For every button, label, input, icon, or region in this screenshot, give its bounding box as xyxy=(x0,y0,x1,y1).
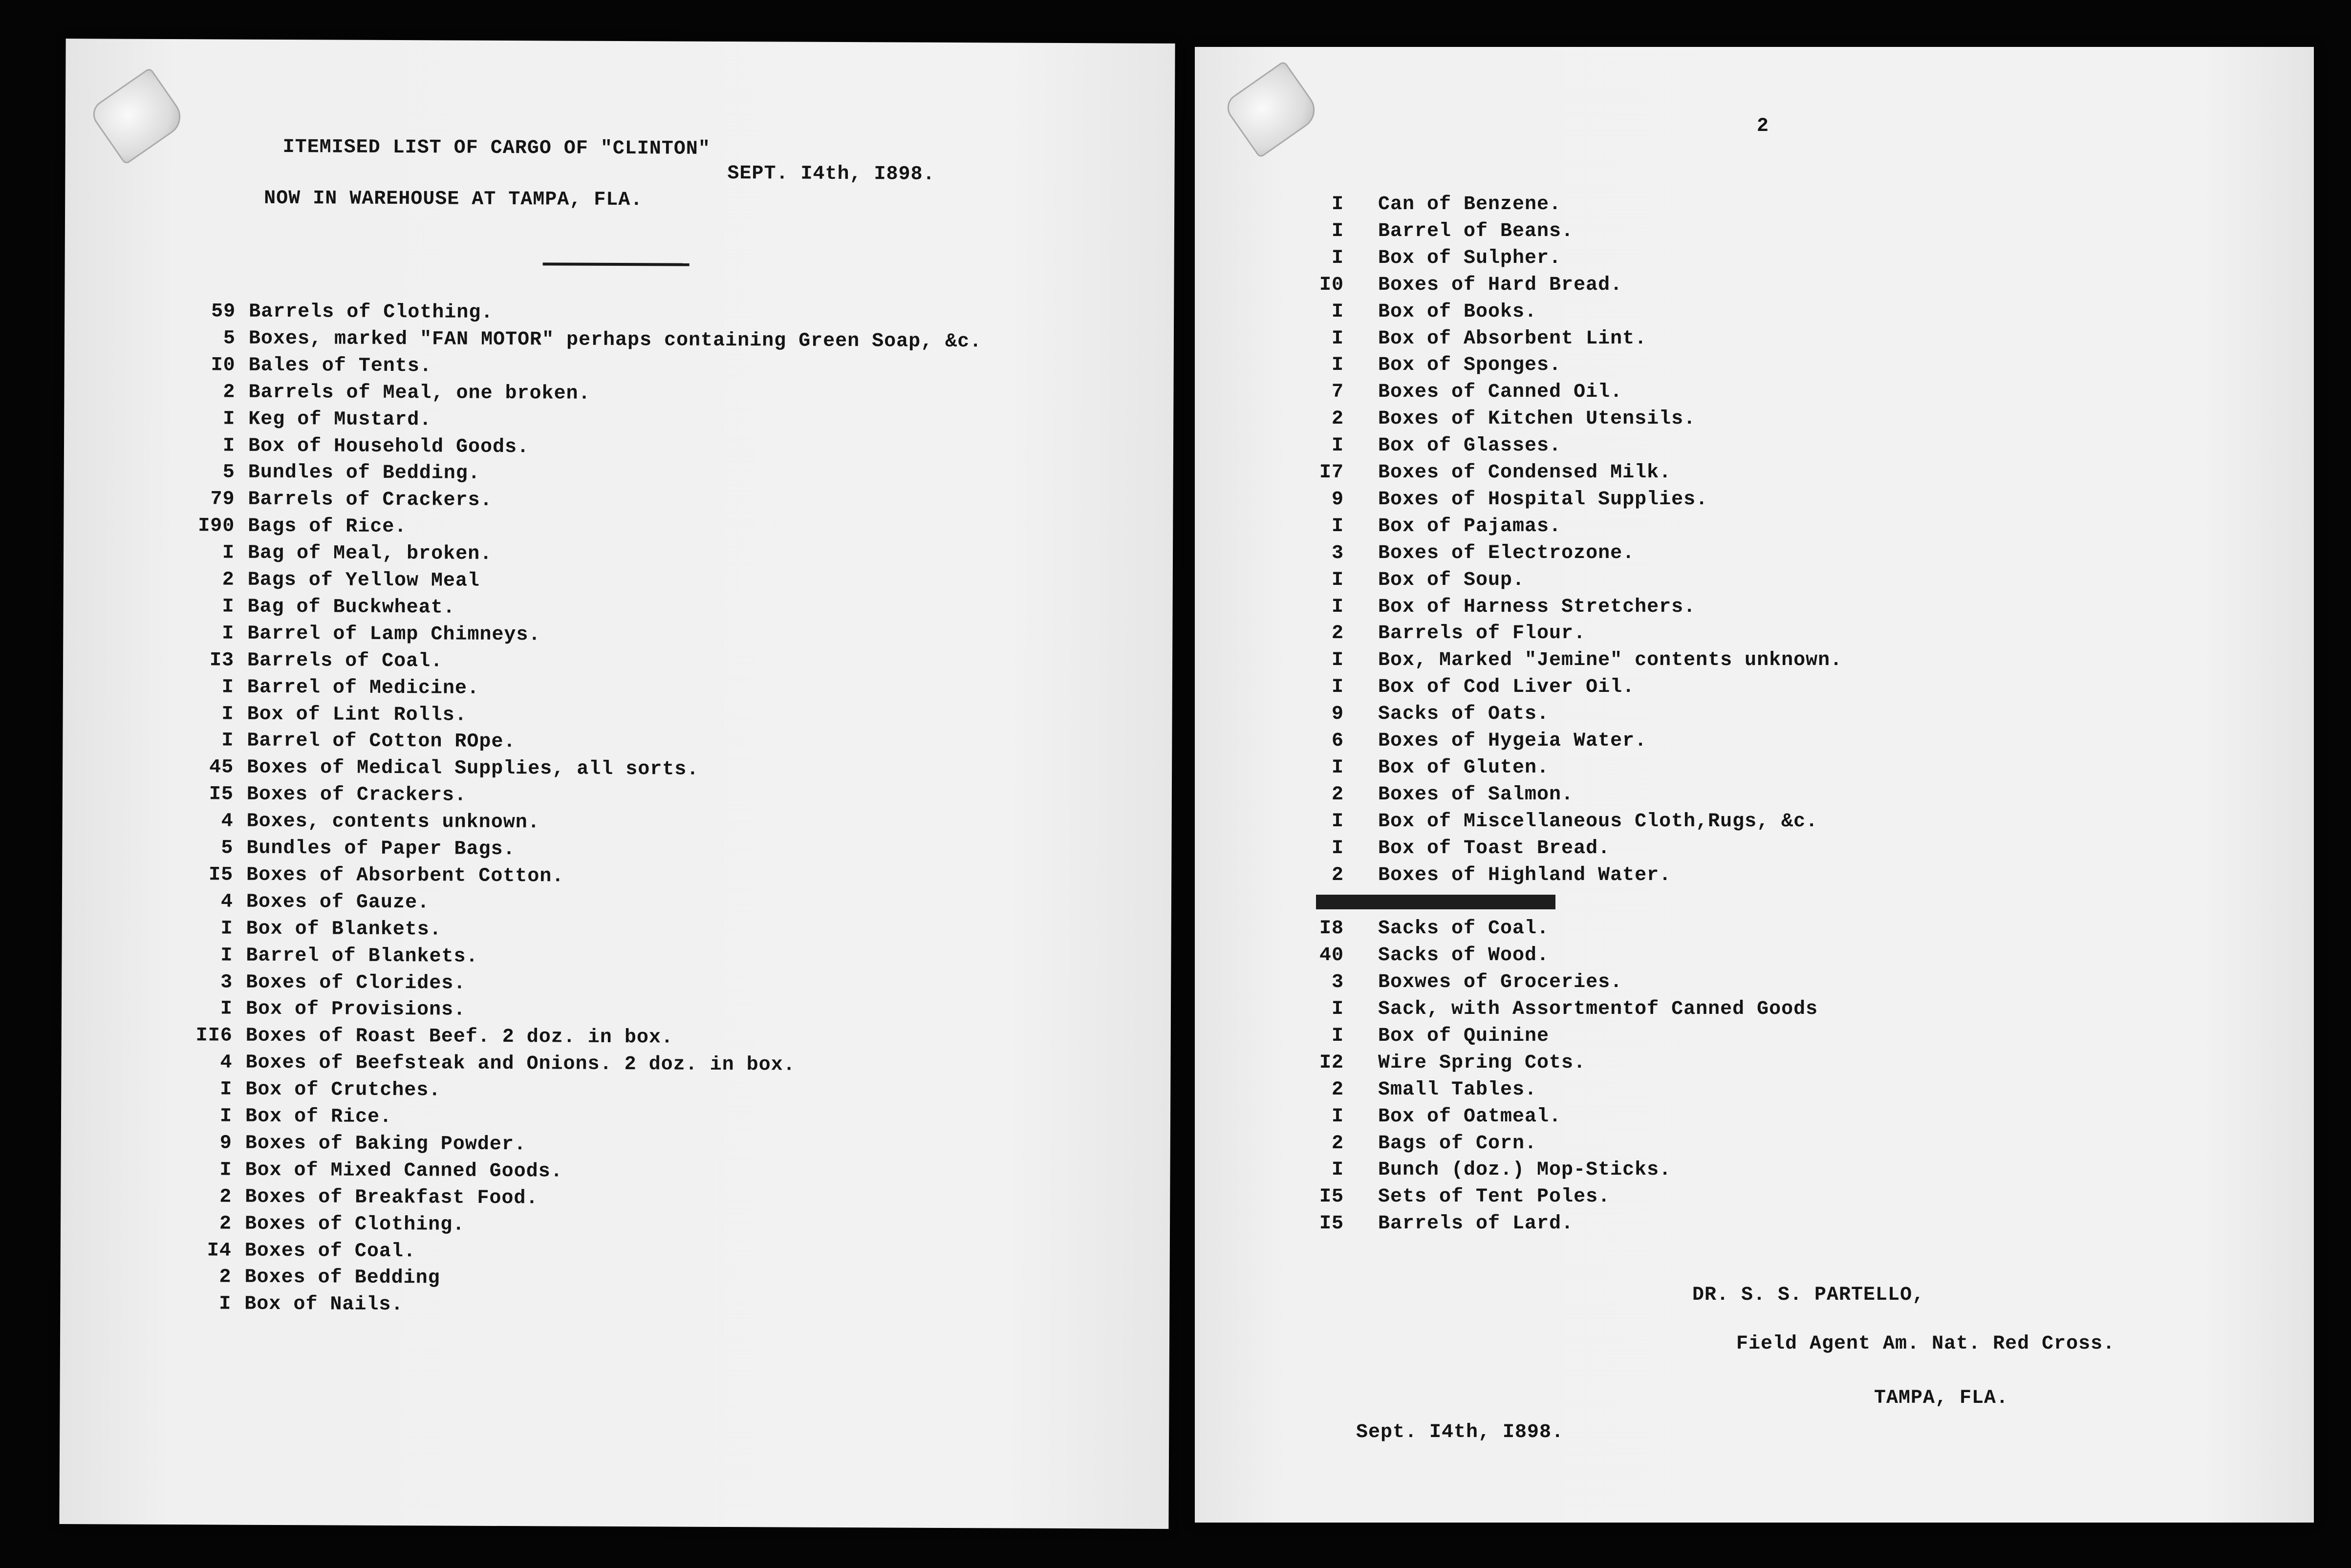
item-description: Boxes, marked "FAN MOTOR" perhaps containing Green Soap, &c. xyxy=(248,327,982,353)
item-description: Boxes of Condensed Milk. xyxy=(1378,462,1672,484)
item-quantity: I xyxy=(1331,327,1344,350)
signature-date: Sept. I4th, I898. xyxy=(1356,1421,1564,1443)
item-quantity: 3 xyxy=(1331,971,1344,994)
item-description: Boxes of Clothing. xyxy=(244,1213,465,1236)
item-quantity: 40 xyxy=(1319,945,1344,967)
item-description: Boxes of Hospital Supplies. xyxy=(1378,488,1708,511)
item-description: Box of Toast Bread. xyxy=(1378,837,1611,859)
signature-title: Field Agent Am. Nat. Red Cross. xyxy=(1736,1333,2115,1355)
item-description: Box of Sulpher. xyxy=(1378,247,1562,269)
item-quantity: I xyxy=(1331,676,1344,699)
item-description: Wire Spring Cots. xyxy=(1378,1052,1586,1074)
item-quantity: I xyxy=(220,945,233,967)
item-quantity: I xyxy=(220,998,233,1020)
item-quantity: 2 xyxy=(219,1266,232,1289)
item-quantity: 2 xyxy=(219,1213,232,1235)
item-quantity: 45 xyxy=(209,756,234,779)
item-quantity: 5 xyxy=(222,461,235,484)
item-description: Boxes of Kitchen Utensils. xyxy=(1378,408,1696,430)
item-description: Box of Cod Liver Oil. xyxy=(1378,676,1635,699)
item-quantity: I xyxy=(1331,247,1344,269)
document-date: SEPT. I4th, I898. xyxy=(727,162,935,186)
item-description: Sets of Tent Poles. xyxy=(1378,1186,1611,1208)
item-description: Box of Oatmeal. xyxy=(1378,1105,1562,1128)
item-quantity: I8 xyxy=(1319,918,1344,940)
item-quantity: I xyxy=(1331,354,1344,377)
item-quantity: 59 xyxy=(211,301,236,323)
item-description: Box of Provisions. xyxy=(245,998,466,1022)
item-description: Small Tables. xyxy=(1378,1078,1537,1101)
item-quantity: 6 xyxy=(1331,730,1344,752)
item-description: Barrel of Beans. xyxy=(1378,220,1574,242)
item-quantity: 4 xyxy=(220,891,234,913)
item-description: Box of Pajamas. xyxy=(1378,515,1562,537)
item-quantity: I xyxy=(1331,756,1344,779)
title-underline xyxy=(543,262,690,266)
item-description: Box of Mixed Canned Goods. xyxy=(245,1159,563,1183)
page-number: 2 xyxy=(1757,115,1769,137)
item-quantity: I xyxy=(1331,1159,1344,1181)
item-description: Bag of Buckwheat. xyxy=(247,596,455,619)
right-document-page xyxy=(1195,47,2314,1523)
item-description: Barrel of Lamp Chimneys. xyxy=(247,623,541,646)
item-description: Boxes of Hygeia Water. xyxy=(1378,730,1647,752)
item-quantity: I xyxy=(222,623,235,645)
item-description: Boxes of Canned Oil. xyxy=(1378,381,1623,404)
item-quantity: I5 xyxy=(1319,1186,1344,1208)
item-quantity: I xyxy=(220,918,233,940)
item-description: Sacks of Oats. xyxy=(1378,703,1550,726)
signature-place: TAMPA, FLA. xyxy=(1874,1387,2009,1409)
item-description: Barrel of Blankets. xyxy=(246,945,478,968)
item-quantity: I2 xyxy=(1319,1052,1344,1074)
item-description: Box of Blankets. xyxy=(246,918,442,941)
item-description: Boxes of Gauze. xyxy=(246,891,430,914)
item-quantity: 9 xyxy=(1331,703,1344,726)
item-description: Bunch (doz.) Mop-Sticks. xyxy=(1378,1159,1672,1181)
struck-out-entry xyxy=(1316,895,1555,909)
item-quantity: I xyxy=(1331,649,1344,672)
item-description: Barrel of Cotton ROpe. xyxy=(247,730,516,753)
item-quantity: 2 xyxy=(1331,783,1344,806)
item-description: Bags of Corn. xyxy=(1378,1132,1537,1155)
item-quantity: 2 xyxy=(1331,623,1344,645)
item-quantity: I xyxy=(1331,435,1344,457)
item-quantity: I0 xyxy=(211,354,236,377)
item-quantity: I xyxy=(1331,301,1344,323)
item-quantity: I xyxy=(1331,193,1344,215)
item-quantity: I0 xyxy=(1319,274,1344,296)
item-quantity: I90 xyxy=(198,515,235,537)
item-description: Keg of Mustard. xyxy=(248,408,432,431)
item-quantity: I5 xyxy=(209,783,234,806)
item-description: Boxes, contents unknown. xyxy=(246,810,540,834)
item-quantity: 3 xyxy=(220,971,233,994)
item-quantity: I xyxy=(219,1105,233,1128)
item-description: Boxes of Hard Bread. xyxy=(1378,274,1623,296)
paper-clip-mark xyxy=(1222,61,1322,159)
item-quantity: I xyxy=(1331,1105,1344,1128)
item-quantity: I xyxy=(219,1159,232,1181)
item-description: Boxes of Medical Supplies, all sorts. xyxy=(247,756,699,781)
item-quantity: 2 xyxy=(219,1186,232,1208)
item-description: Bundles of Bedding. xyxy=(248,462,480,485)
item-quantity: 2 xyxy=(1331,1078,1344,1101)
item-description: Barrels of Crackers. xyxy=(248,488,493,512)
item-quantity: 2 xyxy=(1331,864,1344,886)
item-quantity: I xyxy=(223,408,236,430)
item-description: Sacks of Coal. xyxy=(1378,918,1550,940)
item-description: Box of Absorbent Lint. xyxy=(1378,327,1647,350)
item-description: Boxes of Beefsteak and Onions. 2 doz. in box. xyxy=(245,1052,796,1076)
item-description: Box of Harness Stretchers. xyxy=(1378,596,1696,618)
item-description: Boxes of Clorides. xyxy=(246,971,466,995)
item-description: Barrels of Clothing. xyxy=(249,301,494,324)
item-description: Box of Household Goods. xyxy=(248,435,530,458)
item-quantity: 7 xyxy=(1331,381,1344,404)
item-description: Boxes of Bedding xyxy=(244,1267,440,1289)
item-quantity: I xyxy=(221,703,234,726)
item-quantity: I7 xyxy=(1319,462,1344,484)
item-quantity: I xyxy=(221,730,234,752)
item-quantity: 2 xyxy=(223,381,236,404)
item-description: Bags of Yellow Meal xyxy=(247,569,480,592)
item-description: Barrels of Flour. xyxy=(1378,623,1586,645)
item-quantity: I5 xyxy=(1319,1213,1344,1235)
item-quantity: I4 xyxy=(207,1239,232,1262)
item-description: Bag of Meal, broken. xyxy=(247,542,493,565)
item-description: Box of Gluten. xyxy=(1378,756,1550,779)
item-quantity: I xyxy=(222,596,235,618)
item-description: Box of Miscellaneous Cloth,Rugs, &c. xyxy=(1378,810,1818,833)
item-quantity: I5 xyxy=(209,864,234,886)
item-description: Bags of Rice. xyxy=(248,515,407,538)
item-description: Box of Lint Rolls. xyxy=(247,703,467,727)
item-quantity: I xyxy=(1331,220,1344,242)
item-description: Box of Glasses. xyxy=(1378,435,1562,457)
item-quantity: I xyxy=(1331,837,1344,859)
item-quantity: 4 xyxy=(220,1052,233,1074)
item-description: Barrels of Coal. xyxy=(247,649,443,673)
item-description: Boxes of Highland Water. xyxy=(1378,864,1672,886)
item-quantity: 5 xyxy=(223,327,236,350)
item-description: Boxes of Baking Powder. xyxy=(245,1132,526,1156)
signature-name: DR. S. S. PARTELLO, xyxy=(1692,1284,1925,1306)
item-quantity: 9 xyxy=(1331,488,1344,511)
item-quantity: I xyxy=(1331,515,1344,537)
item-quantity: I xyxy=(1331,810,1344,833)
item-quantity: II6 xyxy=(195,1025,233,1047)
paper-clip-mark xyxy=(87,67,188,165)
item-quantity: I xyxy=(219,1293,232,1315)
document-location: NOW IN WAREHOUSE AT TAMPA, FLA. xyxy=(264,187,643,212)
item-description: Boxes of Absorbent Cotton. xyxy=(246,864,564,888)
item-description: Box of Quinine xyxy=(1378,1025,1550,1047)
item-quantity: I xyxy=(1331,569,1344,591)
item-description: Boxes of Electrozone. xyxy=(1378,542,1635,564)
item-quantity: I xyxy=(220,1078,233,1101)
item-description: Bales of Tents. xyxy=(248,354,432,378)
item-quantity: I xyxy=(1331,596,1344,618)
item-description: Box of Crutches. xyxy=(245,1078,441,1102)
item-description: Box of Rice. xyxy=(245,1105,392,1128)
item-quantity: I3 xyxy=(209,649,235,672)
item-description: Boxes of Coal. xyxy=(244,1240,416,1263)
item-description: Barrels of Meal, one broken. xyxy=(248,381,591,405)
item-description: Sacks of Wood. xyxy=(1378,945,1550,967)
item-description: Can of Benzene. xyxy=(1378,193,1562,215)
item-description: Boxwes of Groceries. xyxy=(1378,971,1623,994)
item-description: Boxes of Breakfast Food. xyxy=(245,1186,539,1209)
item-quantity: I xyxy=(222,542,235,564)
item-description: Box of Books. xyxy=(1378,301,1537,323)
item-description: Boxes of Roast Beef. 2 doz. in box. xyxy=(245,1025,673,1049)
item-description: Barrels of Lard. xyxy=(1378,1213,1574,1235)
item-description: Boxes of Salmon. xyxy=(1378,783,1574,806)
item-quantity: 79 xyxy=(210,488,235,511)
item-quantity: 2 xyxy=(222,569,235,591)
item-description: Sack, with Assortmentof Canned Goods xyxy=(1378,998,1818,1020)
item-quantity: I xyxy=(222,434,236,457)
item-quantity: I xyxy=(1331,998,1344,1020)
item-description: Box of Sponges. xyxy=(1378,354,1562,377)
item-quantity: 3 xyxy=(1331,542,1344,564)
item-quantity: 5 xyxy=(221,837,234,859)
item-description: Box, Marked "Jemine" contents unknown. xyxy=(1378,649,1843,672)
item-description: Box of Soup. xyxy=(1378,569,1525,591)
document-title: ITEMISED LIST OF CARGO OF "CLINTON" xyxy=(282,136,711,160)
item-quantity: I xyxy=(221,676,234,699)
item-quantity: 2 xyxy=(1331,1132,1344,1155)
item-description: Boxes of Crackers. xyxy=(246,783,467,807)
left-document-page xyxy=(59,39,1175,1529)
item-description: Bundles of Paper Bags. xyxy=(246,837,516,861)
item-quantity: 9 xyxy=(219,1132,232,1155)
item-description: Barrel of Medicine. xyxy=(247,676,480,700)
item-quantity: 2 xyxy=(1331,408,1344,430)
item-description: Box of Nails. xyxy=(244,1293,404,1316)
item-quantity: I xyxy=(1331,1025,1344,1047)
item-quantity: 4 xyxy=(221,810,234,833)
